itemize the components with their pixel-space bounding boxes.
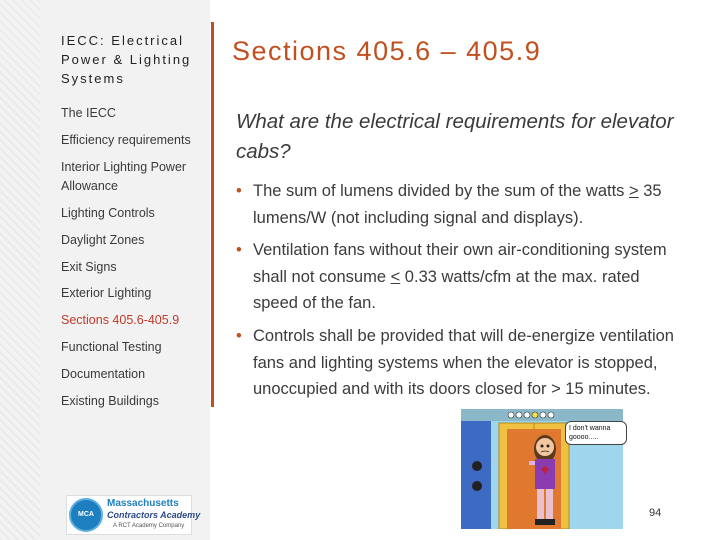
bullet-text-end: 0.33 watts/cfm at the max. rated speed of the fan.: [253, 267, 640, 312]
bullet-item: [236, 323, 680, 403]
sidebar-item-functional-testing[interactable]: Functional Testing: [61, 340, 162, 354]
bullet-text: Controls shall be provided that will de-energize ventilation fans and lighting systems when the elevator is stopped, unoccupied and with its doors closed for > 15 minutes.: [253, 327, 674, 398]
sidebar-item-sections-405-6-405-9[interactable]: Sections 405.6-405.9: [61, 313, 180, 327]
vertical-divider: [211, 22, 214, 407]
course-title: IECC: Electrical Power & Lighting Systems: [61, 33, 192, 86]
sidebar-item-existing-buildings[interactable]: Existing Buildings: [61, 394, 159, 408]
sidebar-item-exterior-lighting[interactable]: Exterior Lighting: [61, 286, 152, 300]
bullet-text: The sum of lumens divided by the sum of the watts: [253, 182, 630, 200]
academy-logo: [66, 495, 201, 535]
sidebar-nav: [61, 104, 209, 411]
sidebar-item-lighting-controls[interactable]: Lighting Controls: [61, 206, 155, 220]
sidebar-item-efficiency-requirements[interactable]: Efficiency requirements: [61, 133, 191, 147]
logo-line-1: Massachusetts: [107, 498, 179, 509]
sidebar-item-documentation[interactable]: Documentation: [61, 367, 146, 381]
bullet-item: [236, 178, 680, 231]
decorative-stripe: [0, 0, 40, 540]
speech-bubble: I don't wanna goooo.....: [565, 421, 627, 445]
question-text: What are the electrical requirements for elevator cabs?: [236, 110, 674, 163]
page-number: 94: [649, 507, 662, 519]
logo-line-2: Contractors Academy: [107, 510, 201, 520]
bullet-operator: >: [629, 182, 639, 200]
bullet-dot-icon: •: [236, 327, 242, 345]
sidebar-item-daylight-zones[interactable]: Daylight Zones: [61, 233, 145, 247]
sidebar-item-exit-signs[interactable]: Exit Signs: [61, 260, 117, 274]
sidebar-item-the-iecc[interactable]: The IECC: [61, 106, 116, 120]
bullet-dot-icon: •: [236, 241, 242, 259]
bullet-operator: <: [390, 267, 401, 286]
bullet-dot-icon: •: [236, 182, 242, 200]
slide-title: Sections 405.6 – 405.9: [232, 36, 542, 66]
academy-logo-mark: MCA: [69, 498, 103, 532]
bullet-text: Ventilation fans without their own air-conditioning system shall not consume: [253, 241, 667, 286]
sidebar-item-interior-lighting-power-allowance[interactable]: Interior Lighting Power Allowance: [61, 160, 187, 193]
bullet-text-end: 35 lumens/W (not including signal and displays).: [253, 182, 662, 227]
bullet-item: [236, 237, 680, 317]
logo-line-3: A RCT Academy Company: [113, 523, 185, 529]
